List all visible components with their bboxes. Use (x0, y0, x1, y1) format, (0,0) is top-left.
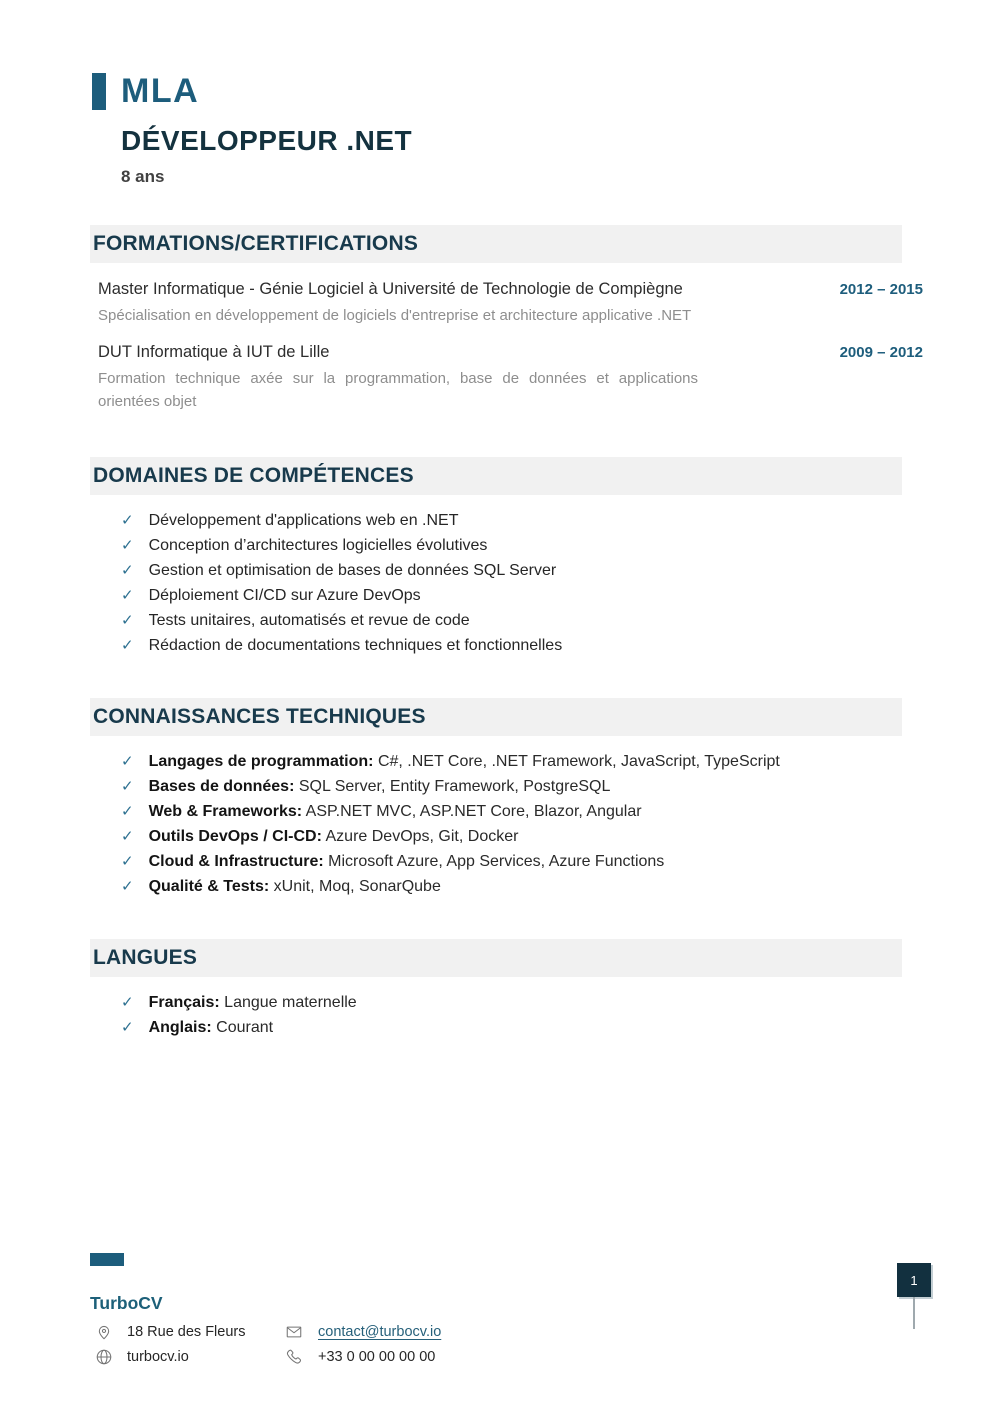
language-level: Courant (211, 1019, 274, 1036)
skill-category: Qualité & Tests: (148, 878, 270, 895)
formation-entry (90, 340, 923, 413)
check-icon: ✓ (121, 878, 134, 895)
list-item-text: Développement d'applications web en .NET (148, 512, 459, 529)
list-item (121, 874, 902, 899)
list-item (121, 1015, 902, 1040)
formation-dates: 2009 – 2012 (839, 344, 923, 361)
list-item (121, 799, 902, 824)
list-item (121, 990, 902, 1015)
check-icon: ✓ (121, 537, 134, 554)
check-icon: ✓ (121, 562, 134, 579)
list-item-text: Déploiement CI/CD sur Azure DevOps (148, 587, 421, 604)
check-icon: ✓ (121, 803, 134, 820)
check-icon: ✓ (121, 778, 134, 795)
website-text: turbocv.io (127, 1349, 189, 1365)
list-item (121, 508, 902, 533)
formation-dates: 2012 – 2015 (839, 281, 923, 298)
section-connaissances (90, 698, 902, 899)
globe-icon (95, 1348, 127, 1366)
formations-body (90, 277, 923, 413)
section-langues (90, 939, 902, 1040)
skill-category: Langages de programmation: (148, 753, 374, 770)
list-item (121, 583, 902, 608)
list-item (121, 608, 902, 633)
phone-icon (285, 1348, 318, 1366)
check-icon: ✓ (121, 828, 134, 845)
list-item-text: Gestion et optimisation de bases de données SQL Server (148, 562, 557, 579)
section-heading-formations: FORMATIONS/CERTIFICATIONS (90, 225, 902, 263)
list-item (121, 633, 902, 658)
skill-values: xUnit, Moq, SonarQube (269, 878, 441, 895)
phone-text: +33 0 00 00 00 00 (318, 1349, 436, 1365)
experience-years: 8 ans (121, 167, 165, 186)
section-heading-connaissances: CONNAISSANCES TECHNIQUES (90, 698, 902, 736)
check-icon: ✓ (121, 587, 134, 604)
formation-description: Spécialisation en développement de logiciels d'entreprise et architecture applicative .NET (98, 307, 692, 324)
skill-values: SQL Server, Entity Framework, PostgreSQL (294, 778, 611, 795)
list-item (121, 774, 902, 799)
candidate-initials: MLA (121, 72, 200, 110)
skill-values: ASP.NET MVC, ASP.NET Core, Blazor, Angular (302, 803, 642, 820)
section-formations (90, 225, 923, 413)
page-number: 1 (910, 1272, 918, 1288)
connaissances-list (90, 749, 902, 899)
address-text: 18 Rue des Fleurs (127, 1324, 246, 1340)
skill-category: Cloud & Infrastructure: (148, 853, 324, 870)
location-pin-icon (95, 1323, 127, 1341)
skill-category: Web & Frameworks: (148, 803, 303, 820)
language-name: Anglais: (148, 1019, 212, 1036)
check-icon: ✓ (121, 612, 134, 629)
section-heading-domaines: DOMAINES DE COMPÉTENCES (90, 457, 902, 495)
skill-values: C#, .NET Core, .NET Framework, JavaScript, TypeScript (373, 753, 780, 770)
skill-values: Microsoft Azure, App Services, Azure Functions (323, 853, 665, 870)
list-item-text: Conception d’architectures logicielles évolutives (148, 537, 488, 554)
contact-info (90, 1323, 690, 1366)
check-icon: ✓ (121, 994, 134, 1011)
footer-accent-rect (90, 1253, 124, 1266)
formation-description: Formation technique axée sur la programmation, base de données et applications orientées objet (98, 370, 698, 410)
list-item-text: Tests unitaires, automatisés et revue de code (148, 612, 470, 629)
footer (90, 1253, 690, 1366)
check-icon: ✓ (121, 753, 134, 770)
section-domaines (90, 457, 902, 658)
formation-title: DUT Informatique à IUT de Lille (98, 343, 330, 361)
formation-entry (90, 277, 923, 327)
check-icon: ✓ (121, 637, 134, 654)
language-level: Langue maternelle (219, 994, 357, 1011)
skill-category: Bases de données: (148, 778, 295, 795)
company-name: TurboCV (90, 1293, 163, 1313)
check-icon: ✓ (121, 512, 134, 529)
header (90, 0, 993, 187)
section-heading-langues: LANGUES (90, 939, 902, 977)
job-title: DÉVELOPPEUR .NET (121, 125, 413, 156)
list-item-text: Rédaction de documentations techniques et fonctionnelles (148, 637, 563, 654)
skill-category: Outils DevOps / CI-CD: (148, 828, 322, 845)
accent-bar (92, 73, 106, 110)
page-number-badge (897, 1263, 931, 1297)
list-item (121, 558, 902, 583)
formation-title: Master Informatique - Génie Logiciel à Université de Technologie de Compiègne (98, 280, 683, 298)
skill-values: Azure DevOps, Git, Docker (321, 828, 519, 845)
domaines-list (90, 508, 902, 658)
list-item (121, 533, 902, 558)
list-item (121, 849, 902, 874)
envelope-icon (285, 1323, 318, 1341)
langues-list (90, 990, 902, 1040)
list-item (121, 749, 902, 774)
list-item (121, 824, 902, 849)
check-icon: ✓ (121, 853, 134, 870)
email-link[interactable]: contact@turbocv.io (318, 1324, 442, 1340)
check-icon: ✓ (121, 1019, 134, 1036)
name-row (90, 71, 993, 111)
language-name: Français: (148, 994, 220, 1011)
page-badge-line (913, 1297, 915, 1329)
